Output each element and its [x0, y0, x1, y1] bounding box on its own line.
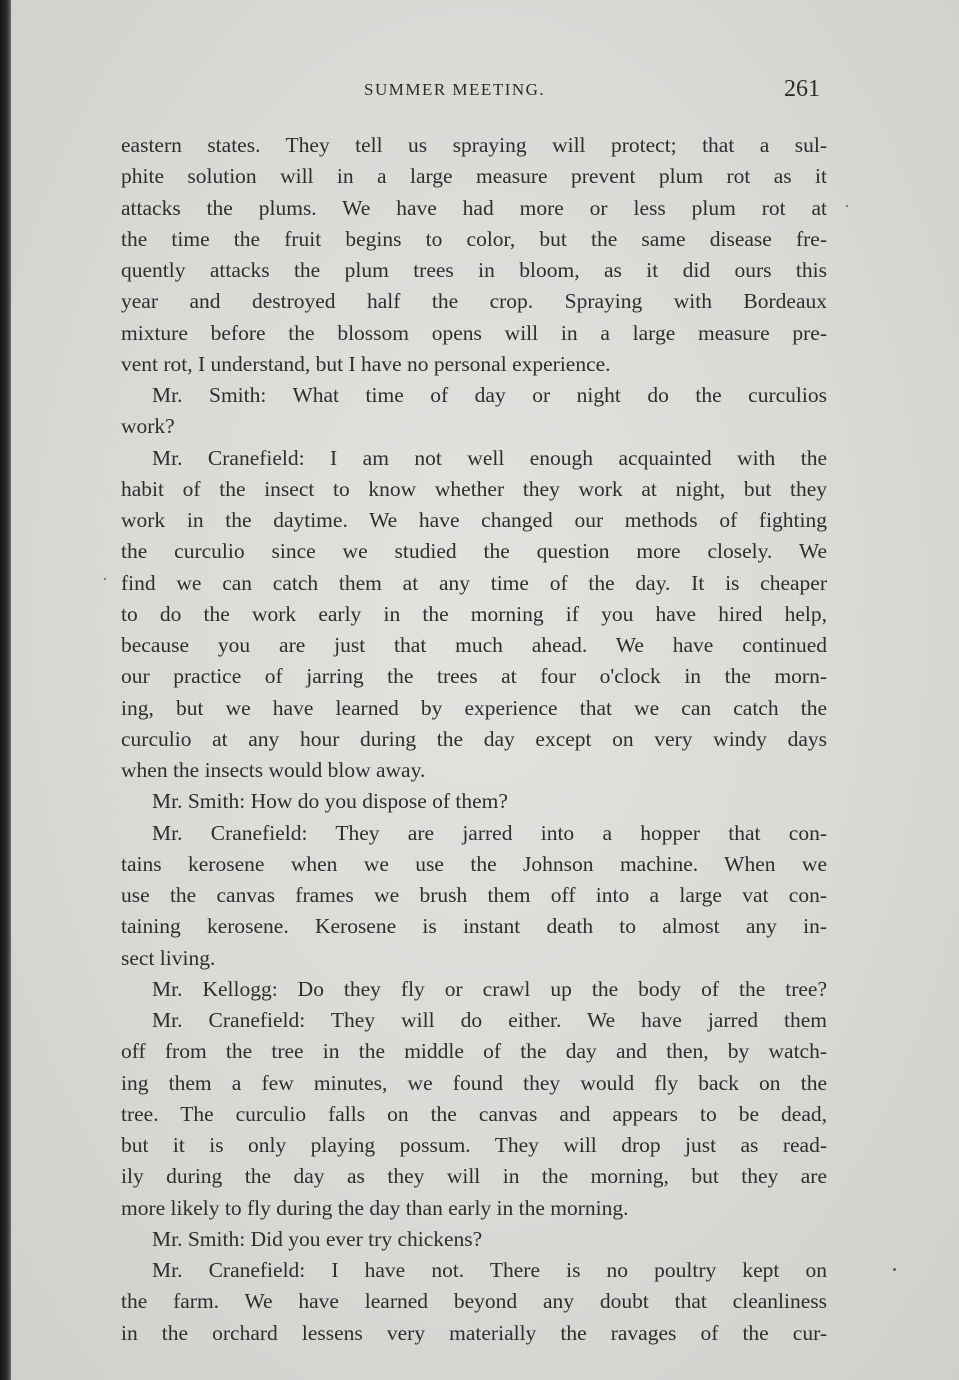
text-line: to do the work early in the morning if you have hired help,: [121, 601, 827, 626]
text-line: year and destroyed half the crop. Spraying with Bordeaux: [121, 289, 827, 314]
text-line: tains kerosene when we use the Johnson machine. When we: [121, 851, 827, 876]
text-line: the farm. We have learned beyond any doubt that cleanliness: [121, 1289, 827, 1314]
text-line: phite solution will in a large measure prevent plum rot as it: [121, 164, 827, 189]
print-speck: [104, 578, 106, 580]
text-line: mixture before the blossom opens will in a large measure pre-: [121, 320, 827, 345]
page-binding-edge: [0, 0, 11, 1380]
text-line: Mr. Smith: How do you dispose of them?: [152, 789, 508, 814]
text-line: off from the tree in the middle of the day and then, by watch-: [121, 1039, 827, 1064]
text-line: work?: [121, 414, 175, 439]
print-speck: [846, 205, 848, 207]
text-line: curculio at any hour during the day except on very windy days: [121, 726, 827, 751]
text-line: the time the fruit begins to color, but the same disease fre-: [121, 226, 827, 251]
text-line: tree. The curculio falls on the canvas and appears to be dead,: [121, 1101, 827, 1126]
text-line: attacks the plums. We have had more or less plum rot at: [121, 195, 827, 220]
text-line: but it is only playing possum. They will drop just as read-: [121, 1133, 827, 1157]
text-line: Mr. Cranefield: I have not. There is no poultry kept on: [152, 1258, 827, 1282]
running-head: SUMMER MEETING.: [364, 80, 546, 99]
text-line: our practice of jarring the trees at four o'clock in the morn-: [121, 664, 827, 689]
body-text: [121, 130, 827, 1349]
text-line: habit of the insect to know whether they work at night, but they: [121, 476, 827, 501]
text-line: Mr. Cranefield: I am not well enough acquainted with the: [152, 445, 827, 470]
text-line: sect living.: [121, 945, 216, 970]
text-line: when the insects would blow away.: [121, 758, 426, 782]
page-number: 261: [784, 76, 820, 102]
text-line: Mr. Cranefield: They are jarred into a hopper that con-: [152, 820, 827, 845]
text-line: eastern states. They tell us spraying will protect; that a sul-: [121, 133, 827, 157]
text-line: in the orchard lessens very materially the ravages of the cur-: [121, 1320, 827, 1345]
text-line: use the canvas frames we brush them off into a large vat con-: [121, 883, 827, 907]
text-line: Mr. Smith: What time of day or night do the curculios: [152, 383, 827, 407]
text-line: find we can catch them at any time of the day. It is cheaper: [121, 570, 827, 595]
text-line: ing, but we have learned by experience that we can catch the: [121, 695, 827, 720]
text-line: ing them a few minutes, we found they would fly back on the: [121, 1070, 827, 1095]
text-line: Mr. Smith: Did you ever try chickens?: [152, 1226, 483, 1251]
text-line: vent rot, I understand, but I have no personal experience.: [121, 351, 611, 376]
text-line: quently attacks the plum trees in bloom, as it did ours this: [121, 258, 827, 282]
text-line: because you are just that much ahead. We have continued: [121, 633, 827, 657]
text-line: Mr. Cranefield: They will do either. We have jarred them: [152, 1008, 827, 1032]
text-line: taining kerosene. Kerosene is instant death to almost any in-: [121, 914, 827, 939]
text-line: more likely to fly during the day than early in the morning.: [121, 1195, 629, 1220]
page-header: [0, 78, 959, 108]
text-line: the curculio since we studied the question more closely. We: [121, 539, 827, 564]
text-line: ily during the day as they will in the morning, but they are: [121, 1164, 827, 1189]
print-speck: [893, 1268, 896, 1271]
text-line: Mr. Kellogg: Do they fly or crawl up the body of the tree?: [152, 976, 827, 1001]
text-line: work in the daytime. We have changed our methods of fighting: [121, 508, 827, 532]
